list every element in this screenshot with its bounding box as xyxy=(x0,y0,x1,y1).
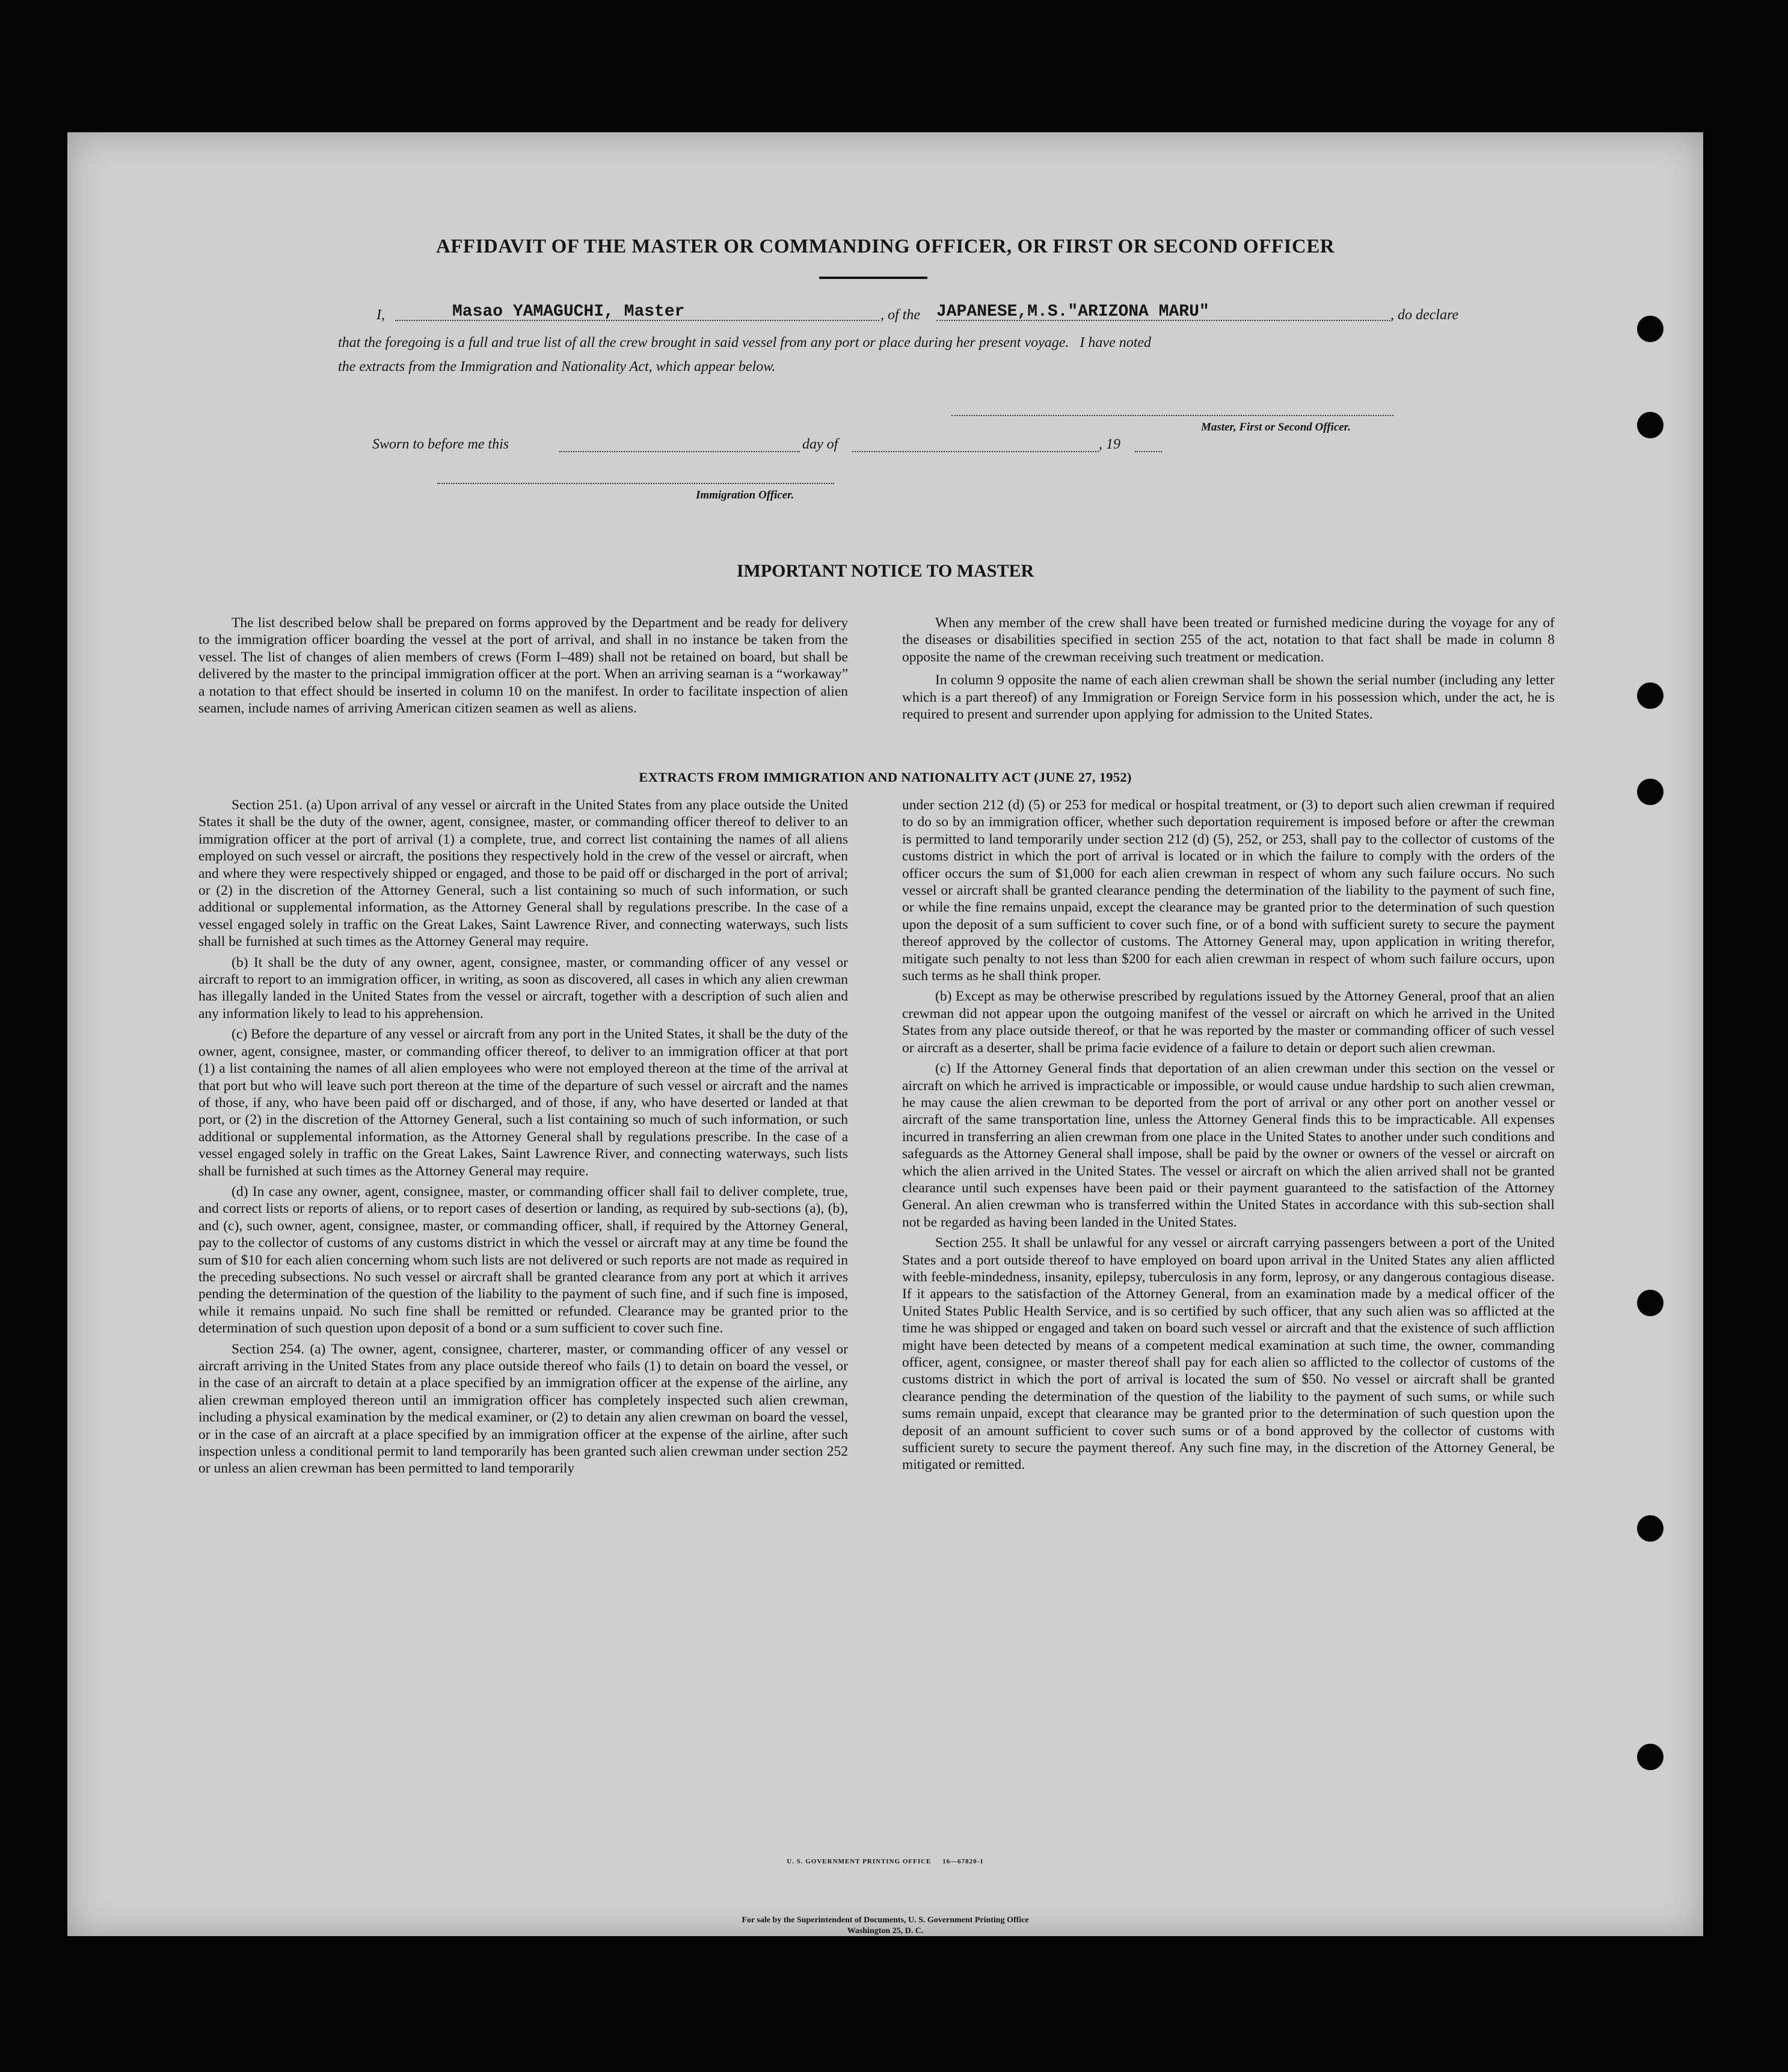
binder-hole xyxy=(1637,1744,1664,1770)
master-name-field[interactable]: Masao YAMAGUCHI, Master xyxy=(452,302,685,321)
extracts-heading: EXTRACTS FROM IMMIGRATION AND NATIONALITY ACT (JUNE 27, 1952) xyxy=(639,770,1132,785)
extract-paragraph: (c) Before the departure of any vessel or aircraft from any port in the United States, it shall be the duty of the owner, agent, consignee, master, or commanding officer thereof, to deliver to an immigration officer at that port (1) a list containing the names of all alien employees who were not employed thereon at the time of the arrival at that port but who will leave such port thereon at the time of the departure of such vessel or aircraft and the names of those, if any, who have been paid off or discharged, and of those, if any, who have deserted or landed at that port, or (2) in the discretion of the Attorney General, such a list containing so much of such information, or such additional or supplemental information, as the Attorney General shall by regulations prescribe. In the case of a vessel engaged solely in traffic on the Great Lakes, Saint Lawrence River, and connecting waterways, such lists shall be furnished at such times as the Attorney General may require. xyxy=(198,1026,848,1179)
extract-paragraph: Section 251. (a) Upon arrival of any vessel or aircraft in the United States from any place outside the United States it shall be the duty of the owner, agent, consignee, master, or commanding officer thereof to deliver to an immigration officer at the port of arrival (1) a complete, true, and correct list containing the names of all aliens employed on such vessel or aircraft, the positions they respectively hold in the crew of the vessel or aircraft, when and where they were respectively shipped or engaged, and those to be paid off or discharged in the port of arrival; or (2) in the discretion of the Attorney General, such a list containing so much of such information, or such additional or supplemental information, as the Attorney General shall by regulations prescribe. In the case of a vessel engaged solely in traffic on the Great Lakes, Saint Lawrence River, and connecting waterways, such lists shall be furnished at such times as the Attorney General may require. xyxy=(198,797,848,950)
binder-hole xyxy=(1637,412,1664,438)
day-of-label: day of xyxy=(802,437,838,452)
prefix-i: I, xyxy=(376,307,385,323)
extract-paragraph: (c) If the Attorney General finds that deportation of an alien crewman under this section on the vessel or aircraft on which he arrived is impracticable or impossible, or would cause undue hardship to such alien crewman, he may cause the alien crewman to be deported from the port of arrival or any other port on another vessel or aircraft of the same transportation line, unless the Attorney General finds this to be impracticable. All expenses incurred in transferring an alien crewman from one place in the United States to another under such conditions and safeguards as the Attorney General shall impose, shall be paid by the owner or owners of the vessel or aircraft on which the alien arrived in the United States. The vessel or aircraft on which the alien arrived shall not be granted clearance until such expenses have been paid or their payment guaranteed to the satisfaction of the Attorney General. An alien crewman who is transferred within the United States in accordance with this sub-section shall not be regarded as having been landed in the United States. xyxy=(902,1061,1555,1230)
extract-paragraph: Section 254. (a) The owner, agent, consignee, charterer, master, or commanding officer of any vessel or aircraft arriving in the United States from any place outside thereof who fails (1) to detain on board the vessel, or in the case of an aircraft to detain at a place specified by an immigration officer at the expense of the airline, any alien crewman employed thereon until an immigration officer has completely inspected such alien crewman, including a physical examination by the medical examiner, or (2) to detain any alien crewman on board the vessel, or in the case of an aircraft at a place specified by an immigration officer at the expense of the airline, after such inspection unless a conditional permit to land temporarily has been granted such alien crewman under section 252 or unless an alien crewman has been permitted to land temporarily xyxy=(198,1341,848,1477)
extracts-right-column xyxy=(902,797,1555,1474)
sworn-day-line[interactable] xyxy=(559,451,800,452)
year-label: , 19 xyxy=(1099,437,1120,452)
do-declare-label: , do declare xyxy=(1390,307,1459,323)
sworn-label: Sworn to before me this xyxy=(372,437,509,452)
sale-note-line-1: For sale by the Superintendent of Documents, U. S. Government Printing Office xyxy=(742,1916,1029,1925)
sworn-year-line[interactable] xyxy=(1135,451,1162,452)
notice-paragraph: In column 9 opposite the name of each alien crewman shall be shown the serial number (including any letter which is a part thereof) of any Immigration or Foreign Service form in his possession which, under the act, he is required to present and surrender upon applying for admission to the United States. xyxy=(902,672,1555,723)
binder-hole xyxy=(1637,1290,1664,1316)
sale-note-line-2: Washington 25, D. C. xyxy=(847,1926,924,1936)
title-rule xyxy=(819,277,927,279)
affidavit-title: AFFIDAVIT OF THE MASTER OR COMMANDING OFFICER, OR FIRST OR SECOND OFFICER xyxy=(435,236,1335,257)
extract-paragraph: (b) Except as may be otherwise prescribed by regulations issued by the Attorney General, proof that an alien crewman did not appear upon the outgoing manifest of the vessel or aircraft on which he arrived in the United States from any place outside thereof, or that he was reported by the master or commanding officer of such vessel or aircraft as a deserter, shall be prima facie evidence of a failure to detain or deport such alien crewman. xyxy=(902,988,1555,1056)
officer-signature-caption: Immigration Officer. xyxy=(696,489,794,501)
notice-paragraph: When any member of the crew shall have been treated or furnished medicine during the voyage for any of the diseases or disabilities specified in section 255 of the act, notation to that fact shall be made in column 8 opposite the name of the crewman receiving such treatment or medication. xyxy=(902,615,1555,665)
notice-right-column xyxy=(902,615,1555,723)
form-sheet xyxy=(67,132,1703,1936)
officer-signature-line[interactable] xyxy=(437,483,834,484)
sworn-month-line[interactable] xyxy=(852,451,1099,452)
binder-hole xyxy=(1637,1515,1664,1542)
extracts-left-column xyxy=(198,797,848,1477)
binder-hole xyxy=(1637,316,1664,342)
extract-paragraph: Section 255. It shall be unlawful for any vessel or aircraft carrying passengers between a port of the United States and a port outside thereof to have employed on board upon arrival in the United States any alien afflicted with feeble-mindedness, insanity, epilepsy, tuberculosis in any form, leprosy, or any dangerous contagious disease. If it appears to the satisfaction of the Attorney General, from an examination made by a medical officer of the United States Public Health Service, and is so certified by such officer, that any such alien was so afflicted at the time he was shipped or engaged and taken on board such vessel or aircraft and that the existence of such affliction might have been detected by means of a competent medical examination at such time, the owner, commanding officer, agent, consignee, or master thereof shall pay for each alien so afflicted to the collector of customs of the customs district in which the port of arrival is located the sum of $50. No vessel or aircraft shall be granted clearance pending the determination of the question of the liability to the payment of such sums, or while such sums remain unpaid, except that clearance may be granted prior to the determination of such question upon the deposit of an amount sufficient to cover such sums or of a bond approved by the collector of customs with sufficient surety to secure the payment thereof. Any such fine may, in the discretion of the Attorney General, be mitigated or remitted. xyxy=(902,1235,1555,1473)
master-signature-line[interactable] xyxy=(951,415,1393,416)
vessel-name-field[interactable]: JAPANESE,M.S."ARIZONA MARU" xyxy=(936,302,1209,321)
gpo-imprint: U. S. GOVERNMENT PRINTING OFFICE 16—67820-1 xyxy=(787,1858,984,1865)
extract-paragraph: under section 212 (d) (5) or 253 for medical or hospital treatment, or (3) to deport such alien crewman if required to do so by an immigration officer, whether such deportation requirement is imposed before or after the crewman is permitted to land temporarily under section 212 (d) (5), 252, or 253, shall pay to the collector of customs of the customs district in which the port of arrival is located or in which the failure to comply with the orders of the officer occurs the sum of $1,000 for each alien crewman in respect of whom any such failure occurs. No such vessel or aircraft shall be granted clearance pending the determination of the liability to the payment of such fine, or while the fine remains unpaid, except the clearance may be granted prior to the determination of such question upon the deposit of a sum sufficient to cover such fine, or of a bond with sufficient surety to secure the payment thereof approved by the collector of customs. The Attorney General may, upon application in writing therefor, mitigate such penalty to not less than $200 for each alien crewman in respect of whom such failure occurs, upon such terms as he shall think proper. xyxy=(902,797,1555,984)
notice-left-column xyxy=(198,615,848,717)
master-signature-caption: Master, First or Second Officer. xyxy=(1201,421,1351,434)
sale-note xyxy=(67,1915,1703,1937)
binder-hole xyxy=(1637,682,1664,709)
of-the-label: , of the xyxy=(880,307,920,323)
extract-paragraph: (d) In case any owner, agent, consignee, master, or commanding officer shall fail to deliver complete, true, and correct lists or reports of aliens, or to report cases of desertion or landing, as required by sub-sections (a), (b), and (c), such owner, agent, consignee, master, or commanding officer, shall, if required by the Attorney General, pay to the collector of customs of any customs district in which the vessel or aircraft may at any time be found the sum of $10 for each alien concerning whom such lists are not delivered or such reports are not made as required in the preceding subsections. No such vessel or aircraft shall be granted clearance from any port at which it arrives pending the determination of the question of the liability to the payment of such fine, and if such fine is imposed, while it remains unpaid. No such fine shall be remitted or refunded. Clearance may be granted prior to the determination of such question upon deposit of a bond or a sum sufficient to cover such fine. xyxy=(198,1183,848,1337)
declaration-line-2: the extracts from the Immigration and Nationality Act, which appear below. xyxy=(338,359,776,375)
extract-paragraph: (b) It shall be the duty of any owner, agent, consignee, master, or commanding officer of any vessel or aircraft to report to an immigration officer, in writing, as soon as discovered, all cases in which any alien crewman has illegally landed in the United States from the vessel or aircraft, together with a description of such alien and any information likely to lead to his apprehension. xyxy=(198,954,848,1022)
declaration-line-1: that the foregoing is a full and true list of all the crew brought in said vessel from any port or place during her present voyage. I have noted xyxy=(338,335,1152,351)
notice-paragraph: The list described below shall be prepared on forms approved by the Department and be ready for delivery to the immigration officer boarding the vessel at the port of arrival, and shall in no instance be taken from the vessel. The list of changes of alien members of crews (Form I–489) shall not be retained on board, but shall be delivered by the master to the principal immigration officer at the port. When an arriving seaman is a “workaway” a notation to that effect should be inserted in column 10 on the manifest. In order to facilitate inspection of alien seamen, include names of arriving American citizen seamen as well as aliens. xyxy=(198,615,848,717)
notice-title: IMPORTANT NOTICE TO MASTER xyxy=(736,561,1034,581)
